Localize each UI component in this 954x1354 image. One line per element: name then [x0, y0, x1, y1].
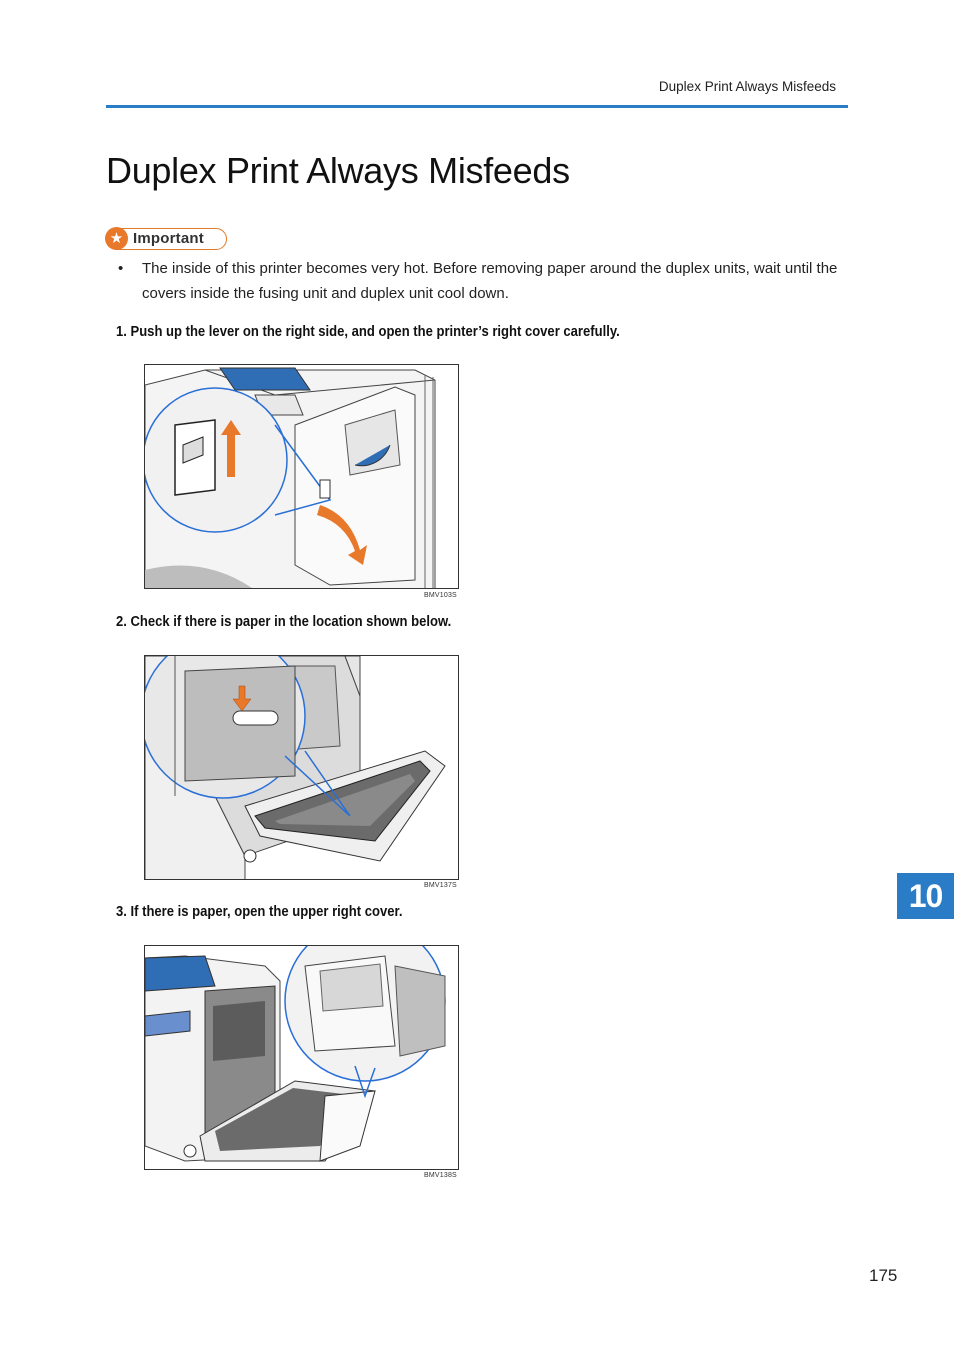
step-2-instruction: 2. Check if there is paper in the location shown below. — [116, 614, 452, 630]
step-1-instruction: 1. Push up the lever on the right side, and open the printer’s right cover carefully. — [116, 324, 620, 340]
step-3-instruction: 3. If there is paper, open the upper right cover. — [116, 904, 403, 920]
star-icon: ★ — [105, 227, 128, 250]
important-note-text: The inside of this printer becomes very hot. Before removing paper around the duplex units, wait until the covers inside the fusing unit and duplex unit cool down. — [142, 260, 838, 302]
step-2-illustration — [144, 655, 459, 880]
important-badge — [106, 228, 227, 250]
figure-code: BMV137S — [424, 882, 457, 889]
important-note — [118, 256, 848, 306]
important-label: Important — [133, 230, 204, 247]
figure-code: BMV103S — [424, 592, 457, 599]
chapter-tab: 10 — [897, 873, 954, 919]
header-rule — [106, 105, 848, 108]
step-3-illustration — [144, 945, 459, 1170]
page-title: Duplex Print Always Misfeeds — [106, 150, 570, 191]
bullet-icon: • — [118, 260, 124, 277]
page-number: 175 — [869, 1266, 898, 1285]
running-header: Duplex Print Always Misfeeds — [658, 79, 836, 94]
figure-code: BMV138S — [424, 1172, 457, 1179]
step-1-illustration — [144, 364, 459, 589]
